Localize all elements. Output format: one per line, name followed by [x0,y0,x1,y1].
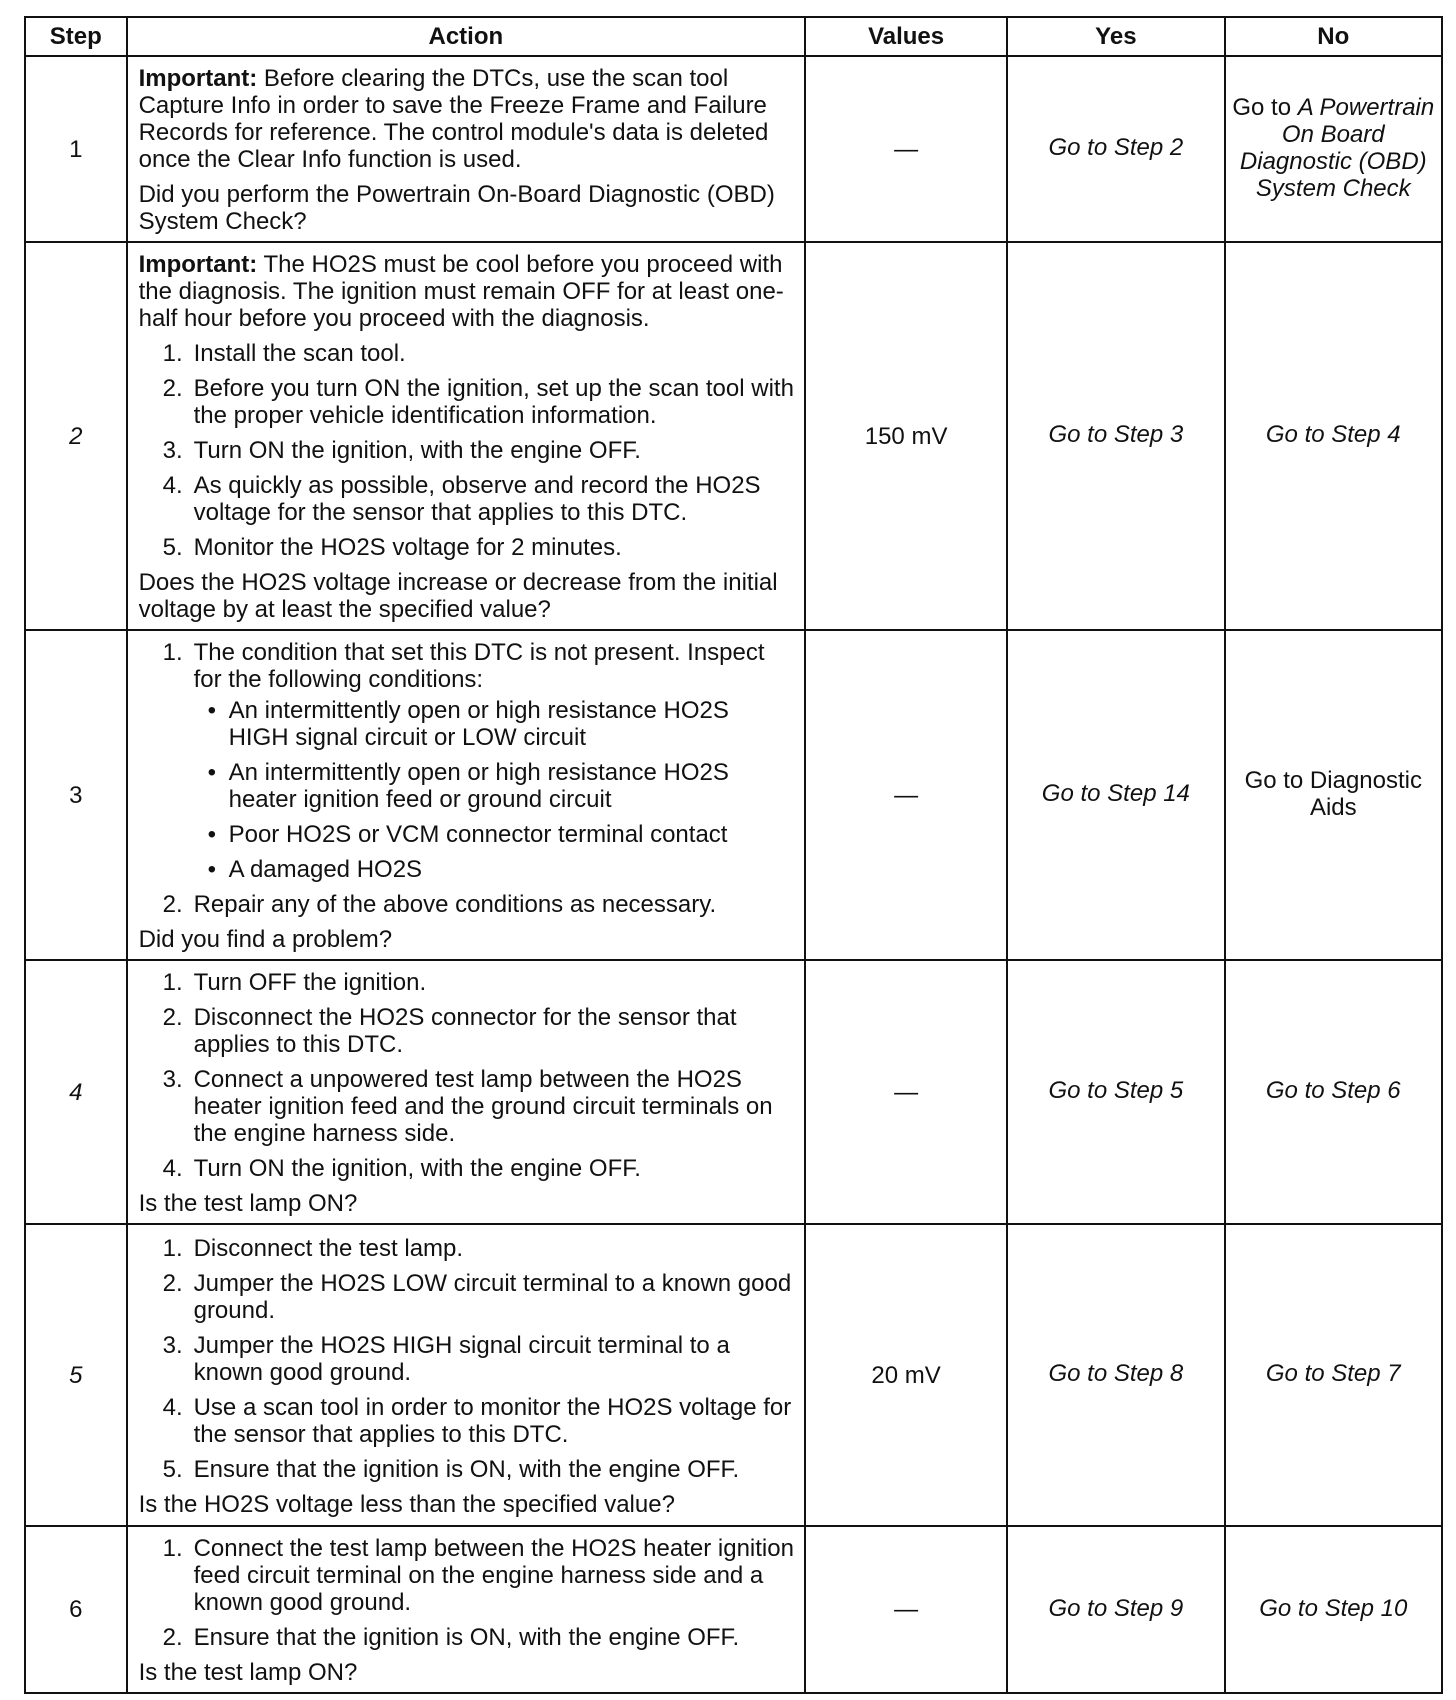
value-cell: — [805,960,1007,1224]
header-values: Values [805,17,1007,56]
header-row [25,17,1442,56]
step-number: 2 [25,242,127,630]
item-text: As quickly as possible, observe and record the HO2S voltage for the sensor that applies to this DTC. [193,472,761,526]
table-row [25,1224,1442,1526]
important-note [139,65,794,173]
item-text: Monitor the HO2S voltage for 2 minutes. [193,534,622,561]
step-list [139,1235,794,1483]
list-item [139,1155,794,1182]
bullet-item: • A damaged HO2S [194,856,794,883]
table-row [25,630,1442,960]
step-list [139,639,794,918]
item-number: 5. [162,534,183,561]
no-cell[interactable] [1225,56,1442,242]
list-item [139,1066,794,1147]
question: Is the HO2S voltage less than the specified value? [138,1490,675,1518]
value-cell: 20 mV [805,1224,1007,1526]
item-text: Turn ON the ignition, with the engine OFF. [193,437,641,464]
item-number: 4. [162,1393,183,1421]
bullet-item: • An intermittently open or high resistance HO2S HIGH signal circuit or LOW circuit [194,697,794,751]
item-number: 1. [162,340,183,367]
no-cell[interactable]: Go to Diagnostic Aids [1225,630,1442,960]
header-yes: Yes [1007,17,1224,56]
item-number: 4. [162,472,183,499]
item-text: Jumper the HO2S HIGH signal circuit terminal to a known good ground. [193,1331,730,1386]
important-note [139,251,794,332]
item-number: 1. [162,1234,183,1262]
item-text: Disconnect the test lamp. [193,1234,464,1262]
list-item [139,891,794,918]
item-number: 2. [162,891,183,918]
list-item [139,969,794,996]
item-text: The condition that set this DTC is not present. Inspect for the following conditions: [193,639,765,693]
item-number: 5. [162,1455,183,1483]
table-row [25,1526,1442,1693]
item-text: Connect the test lamp between the HO2S heater ignition feed circuit terminal on the engine harness side and a known good ground. [193,1535,794,1616]
question: Is the test lamp ON? [138,1659,358,1686]
header-action: Action [127,17,805,56]
item-number: 2. [162,1004,183,1031]
yes-cell[interactable]: Go to Step 14 [1007,630,1224,960]
item-number: 1. [162,1535,183,1562]
no-cell[interactable]: Go to Step 10 [1225,1526,1442,1693]
header-step: Step [25,17,127,56]
item-number: 1. [162,969,183,996]
no-prefix: Go to [1232,93,1292,121]
important-text: The HO2S must be cool before you proceed with the diagnosis. The ignition must remain OFF for at least one-half hour before you proceed with the diagnosis. [138,251,784,332]
action-cell [127,242,805,630]
item-text: Install the scan tool. [193,340,406,367]
item-number: 1. [162,639,183,666]
list-item [139,375,794,429]
list-item [139,340,794,367]
question: Does the HO2S voltage increase or decrease from the initial voltage by at least the specified value? [138,569,778,623]
item-number: 2. [162,1269,183,1297]
list-item [139,437,794,464]
item-text: Ensure that the ignition is ON, with the engine OFF. [193,1455,740,1483]
yes-cell[interactable]: Go to Step 3 [1007,242,1224,630]
item-number: 4. [162,1155,183,1182]
value-cell: 150 mV [805,242,1007,630]
step-list [139,969,794,1182]
yes-cell[interactable]: Go to Step 8 [1007,1224,1224,1526]
value-cell: — [805,1526,1007,1693]
step-number: 4 [25,960,127,1224]
list-item [139,1535,794,1616]
table-row [25,56,1442,242]
list-item [139,1624,794,1651]
question: Did you find a problem? [138,926,393,953]
list-item [139,1235,794,1262]
list-item [139,1004,794,1058]
item-text: Turn ON the ignition, with the engine OFF. [193,1155,641,1182]
bullet-item: • An intermittently open or high resistance HO2S heater ignition feed or ground circuit [194,759,794,813]
step-number: 1 [25,56,127,242]
item-number: 3. [162,1331,183,1359]
value-cell: — [805,56,1007,242]
item-text: Jumper the HO2S LOW circuit terminal to a known good ground. [193,1269,792,1324]
value-cell: — [805,630,1007,960]
item-text: Turn OFF the ignition. [193,969,427,996]
no-cell[interactable]: Go to Step 4 [1225,242,1442,630]
action-cell [127,1224,805,1526]
question: Is the test lamp ON? [138,1190,358,1217]
item-number: 2. [162,1624,183,1651]
question: Did you perform the Powertrain On-Board Diagnostic (OBD) System Check? [138,181,775,235]
action-cell [127,630,805,960]
diagnostic-table [24,16,1443,1694]
item-text: Use a scan tool in order to monitor the HO2S voltage for the sensor that applies to this DTC. [193,1393,792,1448]
important-text: Before clearing the DTCs, use the scan tool Capture Info in order to save the Freeze Frame and Failure Records for reference. The control module's data is deleted once the Clear Info function is used. [138,65,769,173]
action-cell [127,56,805,242]
yes-cell[interactable]: Go to Step 5 [1007,960,1224,1224]
list-item [139,472,794,526]
bullet-list [194,697,794,883]
item-text: Ensure that the ignition is ON, with the engine OFF. [193,1624,740,1651]
list-item [139,1270,794,1324]
item-text: Before you turn ON the ignition, set up the scan tool with the proper vehicle identification information. [193,375,794,429]
bullet-item: • Poor HO2S or VCM connector terminal contact [194,821,794,848]
item-text: Connect a unpowered test lamp between the HO2S heater ignition feed and the ground circuit terminals on the engine harness side. [193,1066,773,1147]
item-number: 3. [162,437,183,464]
item-number: 3. [162,1066,183,1093]
yes-cell[interactable]: Go to Step 9 [1007,1526,1224,1693]
item-text: Disconnect the HO2S connector for the sensor that applies to this DTC. [193,1004,737,1058]
step-number: 3 [25,630,127,960]
list-item [139,639,794,883]
list-item [139,1332,794,1386]
list-item [139,1456,794,1483]
no-link[interactable]: A Powertrain On Board Diagnostic (OBD) System Check [1239,93,1435,202]
step-list [139,340,794,561]
list-item [139,534,794,561]
item-number: 2. [162,375,183,402]
no-cell[interactable]: Go to Step 7 [1225,1224,1442,1526]
important-label: Important: [138,251,258,278]
list-item [139,1394,794,1448]
important-label: Important: [138,65,258,92]
step-number: 6 [25,1526,127,1693]
header-no: No [1225,17,1442,56]
action-cell [127,1526,805,1693]
step-list [139,1535,794,1651]
table-row [25,960,1442,1224]
action-cell [127,960,805,1224]
item-text: Repair any of the above conditions as necessary. [193,891,717,918]
no-cell[interactable]: Go to Step 6 [1225,960,1442,1224]
table-row [25,242,1442,630]
yes-cell[interactable]: Go to Step 2 [1007,56,1224,242]
step-number: 5 [25,1224,127,1526]
